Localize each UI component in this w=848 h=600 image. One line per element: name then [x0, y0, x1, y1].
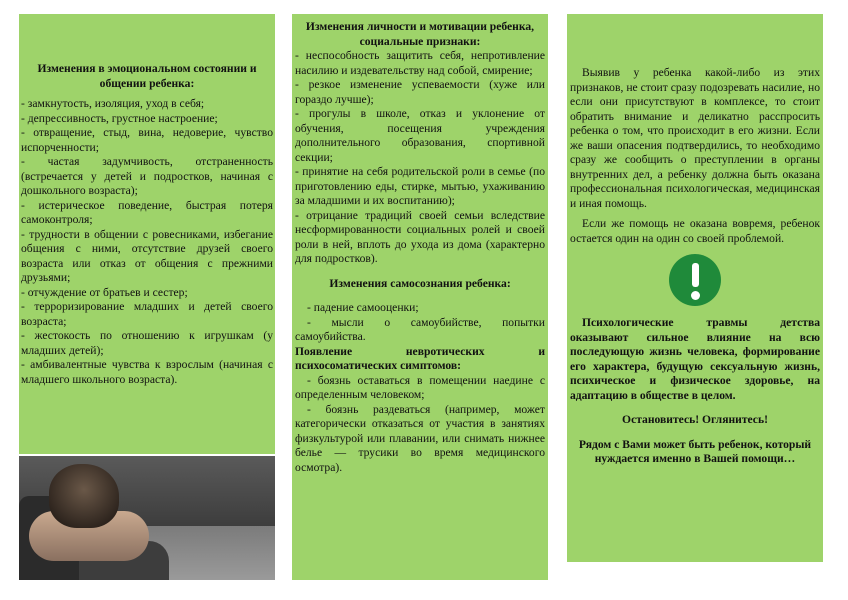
neurotic-symptoms-list [295, 374, 545, 476]
exclamation-icon [669, 254, 721, 306]
child-needs-help-callout: Рядом с Вами может быть ребенок, который нуждается именно в Вашей помощи… [578, 437, 812, 465]
emotional-changes-panel [19, 14, 275, 454]
list-item: - трудности в общении с ровесниками, избегание общения с ними, отсутствие друзей своего возраста или отказ от общения с прежними друзьями; [21, 227, 273, 284]
list-item: - боязнь раздеваться (например, может категорически отказаться от участия в занятиях физкультурой или плавании, или снимать нижнее белье — трусики во время медицинского осмотра). [295, 402, 545, 474]
list-item: - амбивалентные чувства к взрослым (начиная с младшего школьного возраста). [21, 358, 273, 386]
list-item: - терроризирование младших и детей своего возраста; [21, 300, 273, 328]
list-item: - неспособность защитить себя, непротивление насилию и издевательству над собой, смирение; [295, 49, 545, 77]
personality-changes-list [295, 49, 545, 267]
list-item: - отчуждение от братьев и сестер; [21, 285, 188, 299]
emotional-changes-title: Изменения в эмоциональном состоянии и общении ребенка: [37, 62, 257, 90]
list-item: - боязнь оставаться в помещении наедине с определенным человеком; [295, 373, 545, 401]
trauma-warning: Психологические травмы детства оказывают сильное влияние на всю последующую жизнь человека, формирование его характера, будущую сексуальную жизнь, психическое и физическое здоровье, на адаптацию в обществе в целом. [570, 316, 820, 402]
list-item: - частая задумчивость, отстраненность (встречается у детей и подростков, начиная с дошкольного возраста); [21, 155, 273, 197]
stop-look-callout: Остановитесь! Оглянитесь! [622, 413, 768, 426]
emotional-changes-list [21, 97, 273, 387]
list-item: - депрессивность, грустное настроение; [21, 111, 218, 125]
advice-paragraph: Выявив у ребенка какой-либо из этих признаков, не стоит сразу подозревать насилие, но если они присутствуют в комплексе, то стоит обратить внимание и деликатно расспросить ребенка о том, что происходит в его жизни. Если же ваши опасения подтвердились, то необходимо сразу же сообщить о преступлении в органы внутренних дел, а ребенку должна быть оказана профессиональная психологическая, медицинская и иная помощь. [570, 66, 820, 210]
self-awareness-title: Изменения самосознания ребенка: [329, 276, 511, 290]
personality-changes-panel [292, 14, 548, 580]
list-item: - мысли о самоубийстве, попытки самоубийства. [295, 315, 545, 343]
list-item: - прогулы в школе, отказ и уклонение от обучения, посещения учреждения дополнительного образования, спортивной секции; [295, 107, 545, 164]
self-awareness-list [295, 301, 545, 345]
list-item: - жестокость по отношению к игрушкам (у младших детей); [21, 329, 273, 357]
list-item: - замкнутость, изоляция, уход в себя; [21, 97, 205, 110]
list-item: - падение самооценки; [307, 301, 419, 314]
list-item: - отрицание традиций своей семьи вследствие несформированности социальных ролей и своей роли в ней, вплоть до ухода из дома (характерно для подростков). [295, 208, 545, 265]
sad-child-photo [19, 456, 275, 580]
personality-changes-title: Изменения личности и мотивации ребенка, социальные признаки: [305, 20, 535, 48]
list-item: - отвращение, стыд, вина, недоверие, чувство испорченности; [21, 126, 273, 154]
neurotic-symptoms-title: Появление невротических и психосоматических симптомов: [295, 344, 545, 372]
consequence-paragraph: Если же помощь не оказана вовремя, ребенок остается один на один со своей проблемой. [570, 217, 820, 245]
list-item: - принятие на себя родительской роли в семье (по приготовлению еды, стирке, мытью, ухаживанию за младшими и их воспитанию); [295, 165, 545, 207]
list-item: - истерическое поведение, быстрая потеря самоконтроля; [21, 198, 273, 226]
advice-panel [567, 14, 823, 562]
list-item: - резкое изменение успеваемости (хуже или гораздо лучше); [295, 78, 545, 106]
